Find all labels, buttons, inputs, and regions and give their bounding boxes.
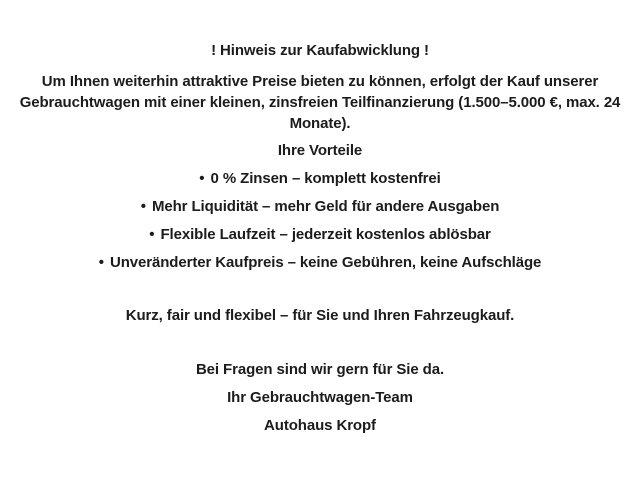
bullet-icon: • <box>98 254 104 271</box>
bullet-icon: • <box>199 170 205 187</box>
benefits-list <box>6 168 634 273</box>
bullet-icon: • <box>149 226 155 243</box>
closing-line-team: Ihr Gebrauchtwagen-Team <box>227 389 413 406</box>
closing-line-contact: Bei Fragen sind wir gern für Sie da. <box>195 361 445 378</box>
tagline: Kurz, fair und flexibel – für Sie und Ihren Fahrzeugkauf. <box>125 307 515 324</box>
benefit-item-kaufpreis <box>6 252 634 273</box>
benefit-text: Flexible Laufzeit – jederzeit kostenlos ablösbar <box>160 226 491 243</box>
benefits-heading: Ihre Vorteile <box>277 142 363 159</box>
benefit-text: 0 % Zinsen – komplett kostenfrei <box>210 170 441 187</box>
bullet-icon: • <box>140 198 146 215</box>
benefit-text: Mehr Liquidität – mehr Geld für andere Ausgaben <box>151 198 500 215</box>
intro-paragraph: Um Ihnen weiterhin attraktive Preise bieten zu können, erfolgt der Kauf unserer Gebrauchtwagen mit einer kleinen, zinsfreien Teilfinanzierung (1.500–5.000 €, max. 24 Monate). <box>19 73 621 132</box>
closing-line-dealership: Autohaus Kropf <box>264 417 376 434</box>
benefit-text: Unveränderter Kaufpreis – keine Gebühren, keine Aufschläge <box>109 254 542 271</box>
page-title: ! Hinweis zur Kaufabwicklung ! <box>211 42 429 59</box>
benefit-item-zinsen <box>6 168 634 189</box>
closing-block <box>6 359 634 436</box>
benefit-item-laufzeit <box>6 224 634 245</box>
benefit-item-liquiditaet <box>6 196 634 217</box>
